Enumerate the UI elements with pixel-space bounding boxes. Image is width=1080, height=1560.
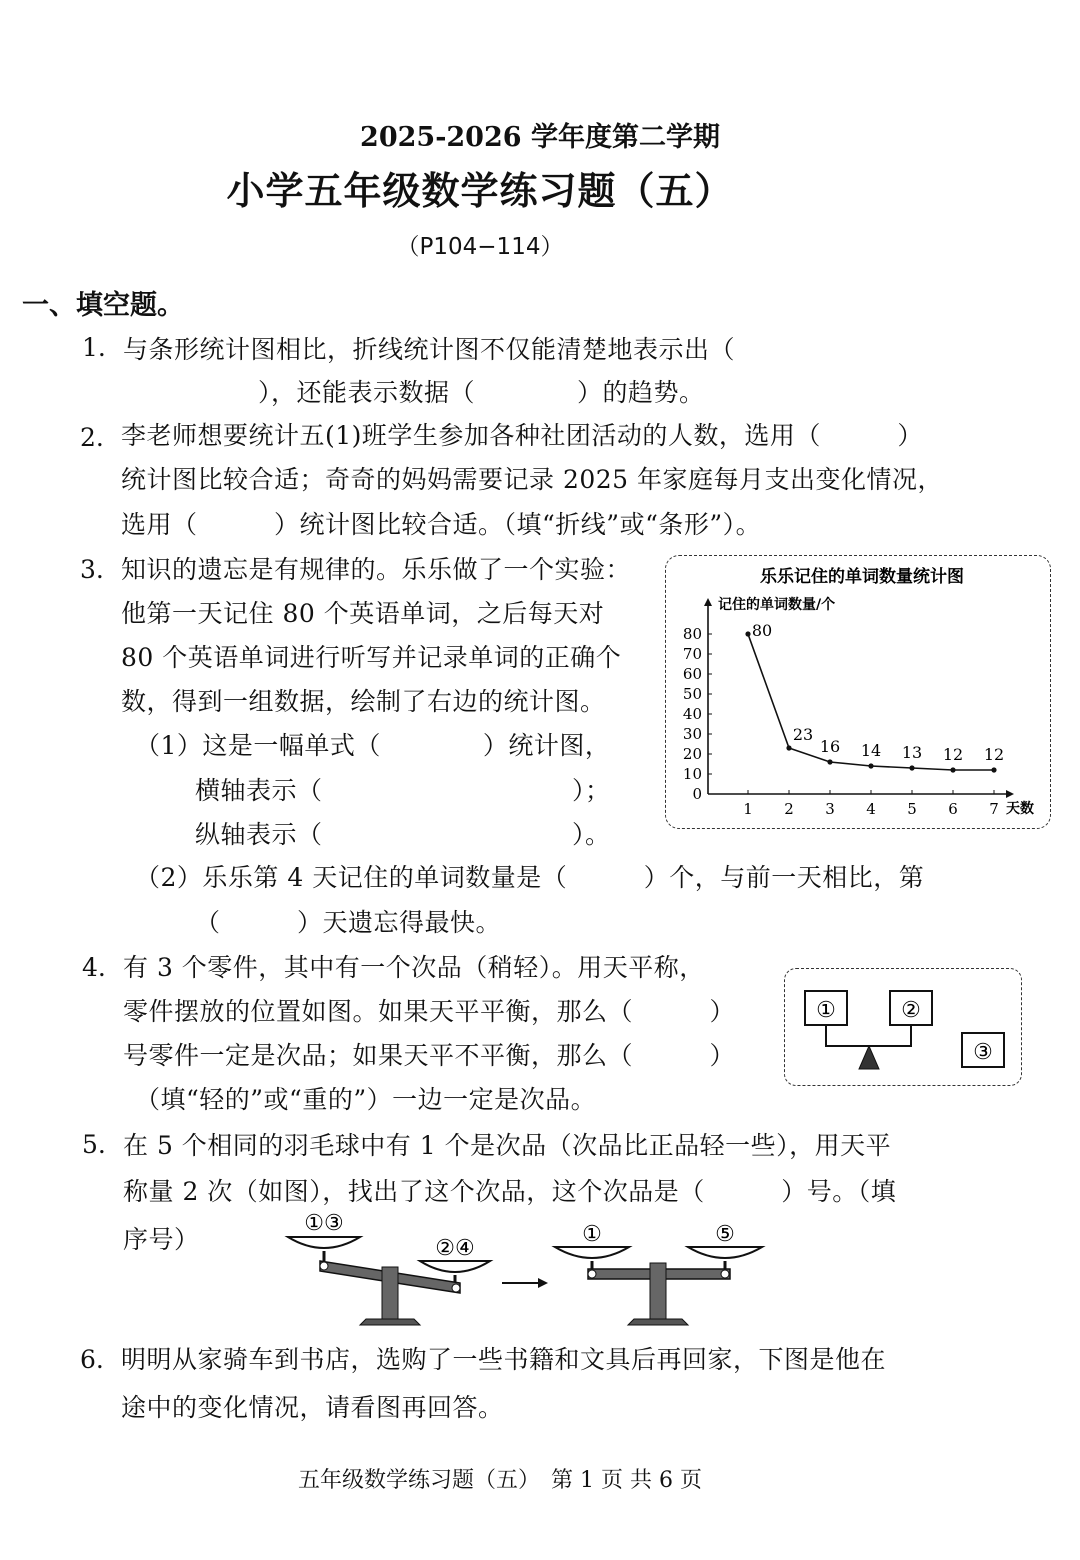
q6-number: 6.	[80, 1345, 104, 1374]
q3-sub1-c-end: ）。	[572, 820, 611, 849]
word-count-line-chart	[666, 556, 1050, 828]
q3-sub1-b: 横轴表示（	[195, 776, 323, 805]
q3-line3: 80 个英语单词进行听写并记录单词的正确个	[121, 643, 622, 672]
scale2-right-label: ⑤	[715, 1222, 735, 1247]
q3-sub2-b: （ ）天遗忘得最快。	[195, 908, 502, 937]
chart-y-axis-label: 记住的单词数量/个	[718, 597, 836, 613]
chart-title: 乐乐记住的单词数量统计图	[760, 567, 964, 587]
q2-line1: 李老师想要统计五(1)班学生参加各种社团活动的人数，选用（ ）	[121, 421, 923, 450]
q2-line3: 选用（ ）统计图比较合适。（填“折线”或“条形”）。	[121, 510, 762, 539]
q6-line2: 途中的变化情况，请看图再回答。	[121, 1393, 504, 1422]
chart-x-tick-label-5: 6	[948, 800, 958, 818]
chart-x-tick-label-0: 1	[743, 800, 753, 818]
part-label-2: ②	[901, 998, 921, 1023]
chart-y-tick-label-3: 30	[682, 725, 702, 743]
scale1-post	[382, 1267, 398, 1319]
scale2-base	[628, 1319, 688, 1325]
q3-sub1-c: 纵轴表示（	[195, 820, 323, 849]
part-label-3: ③	[973, 1040, 993, 1065]
page-range: （P104−114）	[396, 234, 564, 260]
arrow-head	[538, 1278, 548, 1288]
q3-sub1-b-end: ）；	[572, 776, 611, 805]
chart-x-tick-label-4: 5	[907, 800, 917, 818]
chart-data-label-6: 12	[983, 745, 1005, 764]
chart-point-5	[950, 767, 955, 772]
shuttlecock-weighing-figure	[280, 1205, 820, 1330]
section-fill-blank: 一、填空题。	[22, 290, 184, 321]
page-footer: 五年级数学练习题（五） 第 1 页 共 6 页	[298, 1468, 702, 1493]
chart-data-label-1: 23	[792, 725, 814, 744]
chart-point-4	[909, 765, 914, 770]
chart-data-label-0: 80	[751, 621, 773, 640]
chart-point-6	[991, 767, 996, 772]
chart-x-axis-label: 天数	[1006, 801, 1034, 817]
q4-line2: 零件摆放的位置如图。如果天平平衡，那么（ ）	[123, 997, 736, 1026]
chart-y-tick-label-7: 70	[682, 645, 702, 663]
scale2-left-label: ①	[582, 1222, 602, 1247]
q1-number: 1.	[82, 333, 106, 362]
q2-number: 2.	[80, 423, 104, 452]
q3-line1: 知识的遗忘是有规律的。乐乐做了一个实验：	[121, 555, 632, 584]
q1-line1: 与条形统计图相比，折线统计图不仅能清楚地表示出（	[123, 335, 736, 364]
scale1-right-pan	[420, 1261, 490, 1272]
q5-number: 5.	[82, 1130, 106, 1159]
chart-data-label-2: 16	[819, 737, 841, 756]
chart-y-tick-label-8: 80	[682, 625, 702, 643]
scale2-left-pan	[555, 1247, 629, 1258]
q3-line2: 他第一天记住 80 个英语单词，之后每天对	[121, 599, 605, 628]
chart-data-label-3: 14	[860, 741, 882, 760]
balance-beam	[826, 1025, 911, 1046]
chart-point-0	[745, 631, 750, 636]
q4-line1: 有 3 个零件，其中有一个次品（稍轻）。用天平称，	[123, 953, 705, 982]
q4-number: 4.	[82, 953, 106, 982]
chart-data-label-4: 13	[901, 743, 923, 762]
chart-y-tick-label-6: 60	[682, 665, 702, 683]
chart-x-tick-label-3: 4	[866, 800, 876, 818]
chart-y-tick-label-1: 10	[682, 765, 702, 783]
chart-point-1	[786, 745, 791, 750]
scale2-post	[650, 1263, 666, 1319]
q6-line1: 明明从家骑车到书店，选购了一些书籍和文具后再回家，下图是他在	[121, 1345, 887, 1374]
chart-y-tick-label-4: 40	[682, 705, 702, 723]
chart-point-2	[827, 759, 832, 764]
q1-line2: ），还能表示数据（ ）的趋势。	[258, 378, 705, 407]
scale1-left-pan	[288, 1237, 360, 1248]
scale1-base	[360, 1319, 420, 1325]
chart-x-tick-label-2: 3	[825, 800, 835, 818]
part-label-1: ①	[816, 998, 836, 1023]
term-heading: 2025-2026 学年度第二学期	[360, 122, 720, 153]
chart-y-tick-label-5: 50	[682, 685, 702, 703]
q3-sub2-a: （2）乐乐第 4 天记住的单词数量是（ ）个，与前一天相比，第	[135, 863, 925, 892]
balance-fulcrum	[859, 1046, 879, 1069]
balance-scale-2	[555, 1222, 762, 1325]
chart-y-tick-label-2: 20	[682, 745, 702, 763]
chart-y-tick-label-0: 0	[692, 785, 702, 803]
word-count-chart-frame	[665, 555, 1051, 829]
chart-x-axis-arrow	[1006, 790, 1014, 798]
q3-sub1-a: （1）这是一幅单式（ ）统计图，	[135, 731, 611, 760]
parts-balance-diagram	[785, 969, 1021, 1085]
q5-line1: 在 5 个相同的羽毛球中有 1 个是次品（次品比正品轻一些），用天平	[123, 1131, 892, 1160]
q5-line3: 序号）	[123, 1225, 200, 1254]
scale1-left-label: ①③	[304, 1211, 344, 1236]
q2-line2: 统计图比较合适；奇奇的妈妈需要记录 2025 年家庭每月支出变化情况，	[121, 465, 944, 494]
scale1-right-label: ②④	[435, 1236, 475, 1261]
chart-y-axis-arrow	[704, 598, 712, 606]
chart-data-label-5: 12	[942, 745, 964, 764]
q4-line3: 号零件一定是次品；如果天平不平衡，那么（ ）	[123, 1041, 736, 1070]
chart-point-3	[868, 763, 873, 768]
parts-scale-figure	[784, 968, 1022, 1086]
q4-line4: （填“轻的”或“重的”）一边一定是次品。	[135, 1085, 597, 1114]
balance-scale-1	[288, 1211, 490, 1325]
chart-x-tick-label-1: 2	[784, 800, 794, 818]
page-title: 小学五年级数学练习题（五）	[226, 168, 734, 213]
q5-line2: 称量 2 次（如图），找出了这个次品，这个次品是（ ）号。（填	[123, 1177, 897, 1206]
q3-line4: 数，得到一组数据，绘制了右边的统计图。	[121, 687, 606, 716]
chart-x-tick-label-6: 7	[989, 800, 999, 818]
q3-number: 3.	[80, 555, 104, 584]
scale2-right-pan	[688, 1247, 762, 1258]
